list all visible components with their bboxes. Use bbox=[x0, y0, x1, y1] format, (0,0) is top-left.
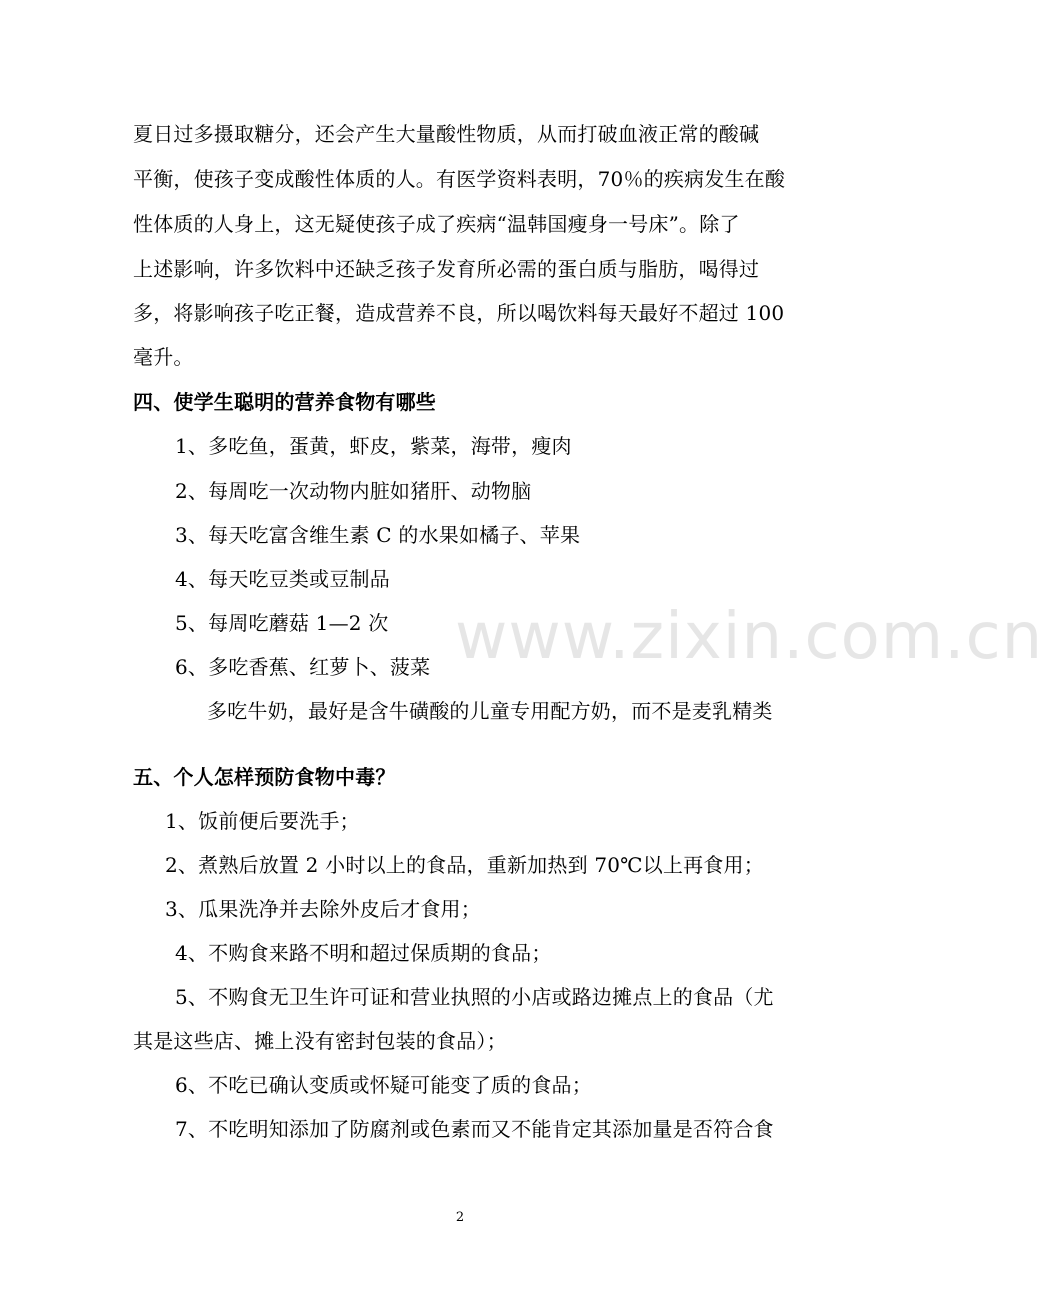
list-item: 5、不购食无卫生许可证和营业执照的小店或路边摊点上的食品（尤 bbox=[175, 985, 774, 1009]
paragraph-line: 平衡，使孩子变成酸性体质的人。有医学资料表明，70％的疾病发生在酸 bbox=[133, 167, 786, 191]
list-item: 6、多吃香蕉、红萝卜、菠菜 bbox=[175, 655, 431, 679]
list-item: 2、每周吃一次动物内脏如猪肝、动物脑 bbox=[175, 479, 532, 503]
list-item: 7、不吃明知添加了防腐剂或色素而又不能肯定其添加量是否符合食 bbox=[175, 1117, 774, 1141]
list-item: 1、饭前便后要洗手； bbox=[165, 809, 360, 833]
list-item: 5、每周吃蘑菇 1—2 次 bbox=[175, 611, 389, 635]
watermark: www.zixin.com.cn bbox=[455, 600, 1043, 674]
paragraph-line: 上述影响，许多饮料中还缺乏孩子发育所必需的蛋白质与脂肪，喝得过 bbox=[133, 257, 760, 281]
list-item-continuation: 其是这些店、摊上没有密封包装的食品）； bbox=[133, 1029, 507, 1053]
list-item: 4、不购食来路不明和超过保质期的食品； bbox=[175, 941, 552, 965]
list-item: 4、每天吃豆类或豆制品 bbox=[175, 567, 390, 591]
section-heading: 四、使学生聪明的营养食物有哪些 bbox=[133, 390, 436, 414]
section-heading: 五、个人怎样预防食物中毒？ bbox=[133, 765, 396, 789]
list-item-extra: 多吃牛奶，最好是含牛磺酸的儿童专用配方奶，而不是麦乳精类 bbox=[207, 699, 773, 723]
paragraph-line: 性体质的人身上，这无疑使孩子成了疾病“温韩国瘦身一号床”。除了 bbox=[133, 212, 740, 236]
list-item: 2、煮熟后放置 2 小时以上的食品，重新加热到 70℃以上再食用； bbox=[165, 853, 764, 877]
list-item: 6、不吃已确认变质或怀疑可能变了质的食品； bbox=[175, 1073, 592, 1097]
paragraph-line: 多，将影响孩子吃正餐，造成营养不良，所以喝饮料每天最好不超过 100 bbox=[133, 301, 785, 325]
list-item: 3、每天吃富含维生素 C 的水果如橘子、苹果 bbox=[175, 523, 581, 547]
paragraph-line: 毫升。 bbox=[133, 345, 194, 369]
list-item: 1、多吃鱼，蛋黄，虾皮，紫菜，海带，瘦肉 bbox=[175, 434, 572, 458]
paragraph-line: 夏日过多摄取糖分，还会产生大量酸性物质，从而打破血液正常的酸碱 bbox=[133, 122, 760, 146]
page-number: 2 bbox=[455, 1210, 465, 1225]
list-item: 3、瓜果洗净并去除外皮后才食用； bbox=[165, 897, 481, 921]
